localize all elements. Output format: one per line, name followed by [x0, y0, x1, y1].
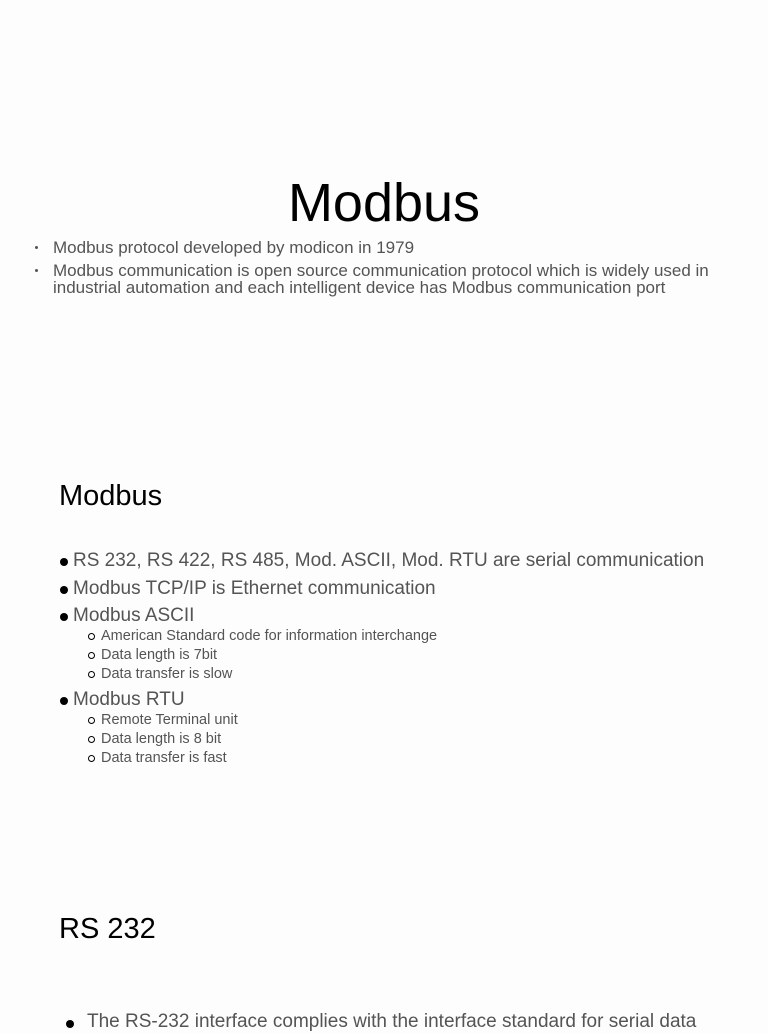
list-item — [0, 547, 768, 575]
sub-list-item-text: Remote Terminal unit — [101, 711, 238, 728]
bullet-icon — [60, 558, 68, 566]
bullet-icon — [60, 586, 68, 594]
bullet-icon — [60, 697, 68, 705]
sub-list-item — [73, 730, 768, 749]
list-item — [0, 575, 768, 603]
bullet-icon — [35, 269, 38, 272]
sub-list-item-text: Data length is 8 bit — [101, 731, 222, 748]
list-item — [0, 262, 768, 297]
sub-list-item-text: Data length is 7bit — [101, 646, 218, 663]
ring-bullet-icon — [88, 755, 95, 762]
bullet-list — [0, 547, 768, 771]
ring-bullet-icon — [88, 736, 95, 743]
list-item-text: Modbus RTU — [73, 689, 185, 711]
list-item-text: Modbus protocol developed by modicon in 1979 — [53, 238, 415, 257]
list-item-text: The RS-232 interface complies with the interface standard for serial data — [87, 1011, 697, 1032]
ring-bullet-icon — [88, 717, 95, 724]
sub-list-item-text: American Standard code for information interchange — [101, 627, 438, 644]
list-item-text: Modbus TCP/IP is Ethernet communication — [73, 577, 436, 599]
sub-list-item — [73, 711, 768, 730]
list-item — [0, 602, 768, 684]
section-heading: RS 232 — [59, 913, 156, 945]
sub-list-item-text: Data transfer is fast — [101, 750, 227, 767]
bullet-icon — [35, 246, 38, 249]
bullet-icon — [60, 613, 68, 621]
ring-bullet-icon — [88, 633, 95, 640]
list-item — [0, 686, 768, 768]
sub-list-item — [73, 749, 768, 768]
sub-list-item-text: Data transfer is slow — [101, 666, 233, 683]
list-item-text: Modbus communication is open source communication protocol which is widely used in industrial automation and each intelligent device has Modbus communication port — [53, 260, 709, 297]
bullet-list — [0, 1010, 768, 1034]
sub-list — [73, 627, 768, 685]
sub-list-item — [73, 665, 768, 684]
section-heading: Modbus — [59, 480, 163, 512]
bullet-icon — [66, 1020, 74, 1028]
sub-list-item — [73, 646, 768, 665]
ring-bullet-icon — [88, 671, 95, 678]
sub-list — [73, 711, 768, 769]
list-item-text: Modbus ASCII — [73, 605, 195, 626]
ring-bullet-icon — [88, 652, 95, 659]
bullet-list — [0, 239, 768, 302]
list-item — [0, 1010, 768, 1034]
list-item — [0, 239, 768, 257]
list-item-text: RS 232, RS 422, RS 485, Mod. ASCII, Mod. RTU are serial communication — [73, 550, 705, 571]
slide-title: Modbus — [287, 173, 481, 233]
sub-list-item — [73, 627, 768, 646]
